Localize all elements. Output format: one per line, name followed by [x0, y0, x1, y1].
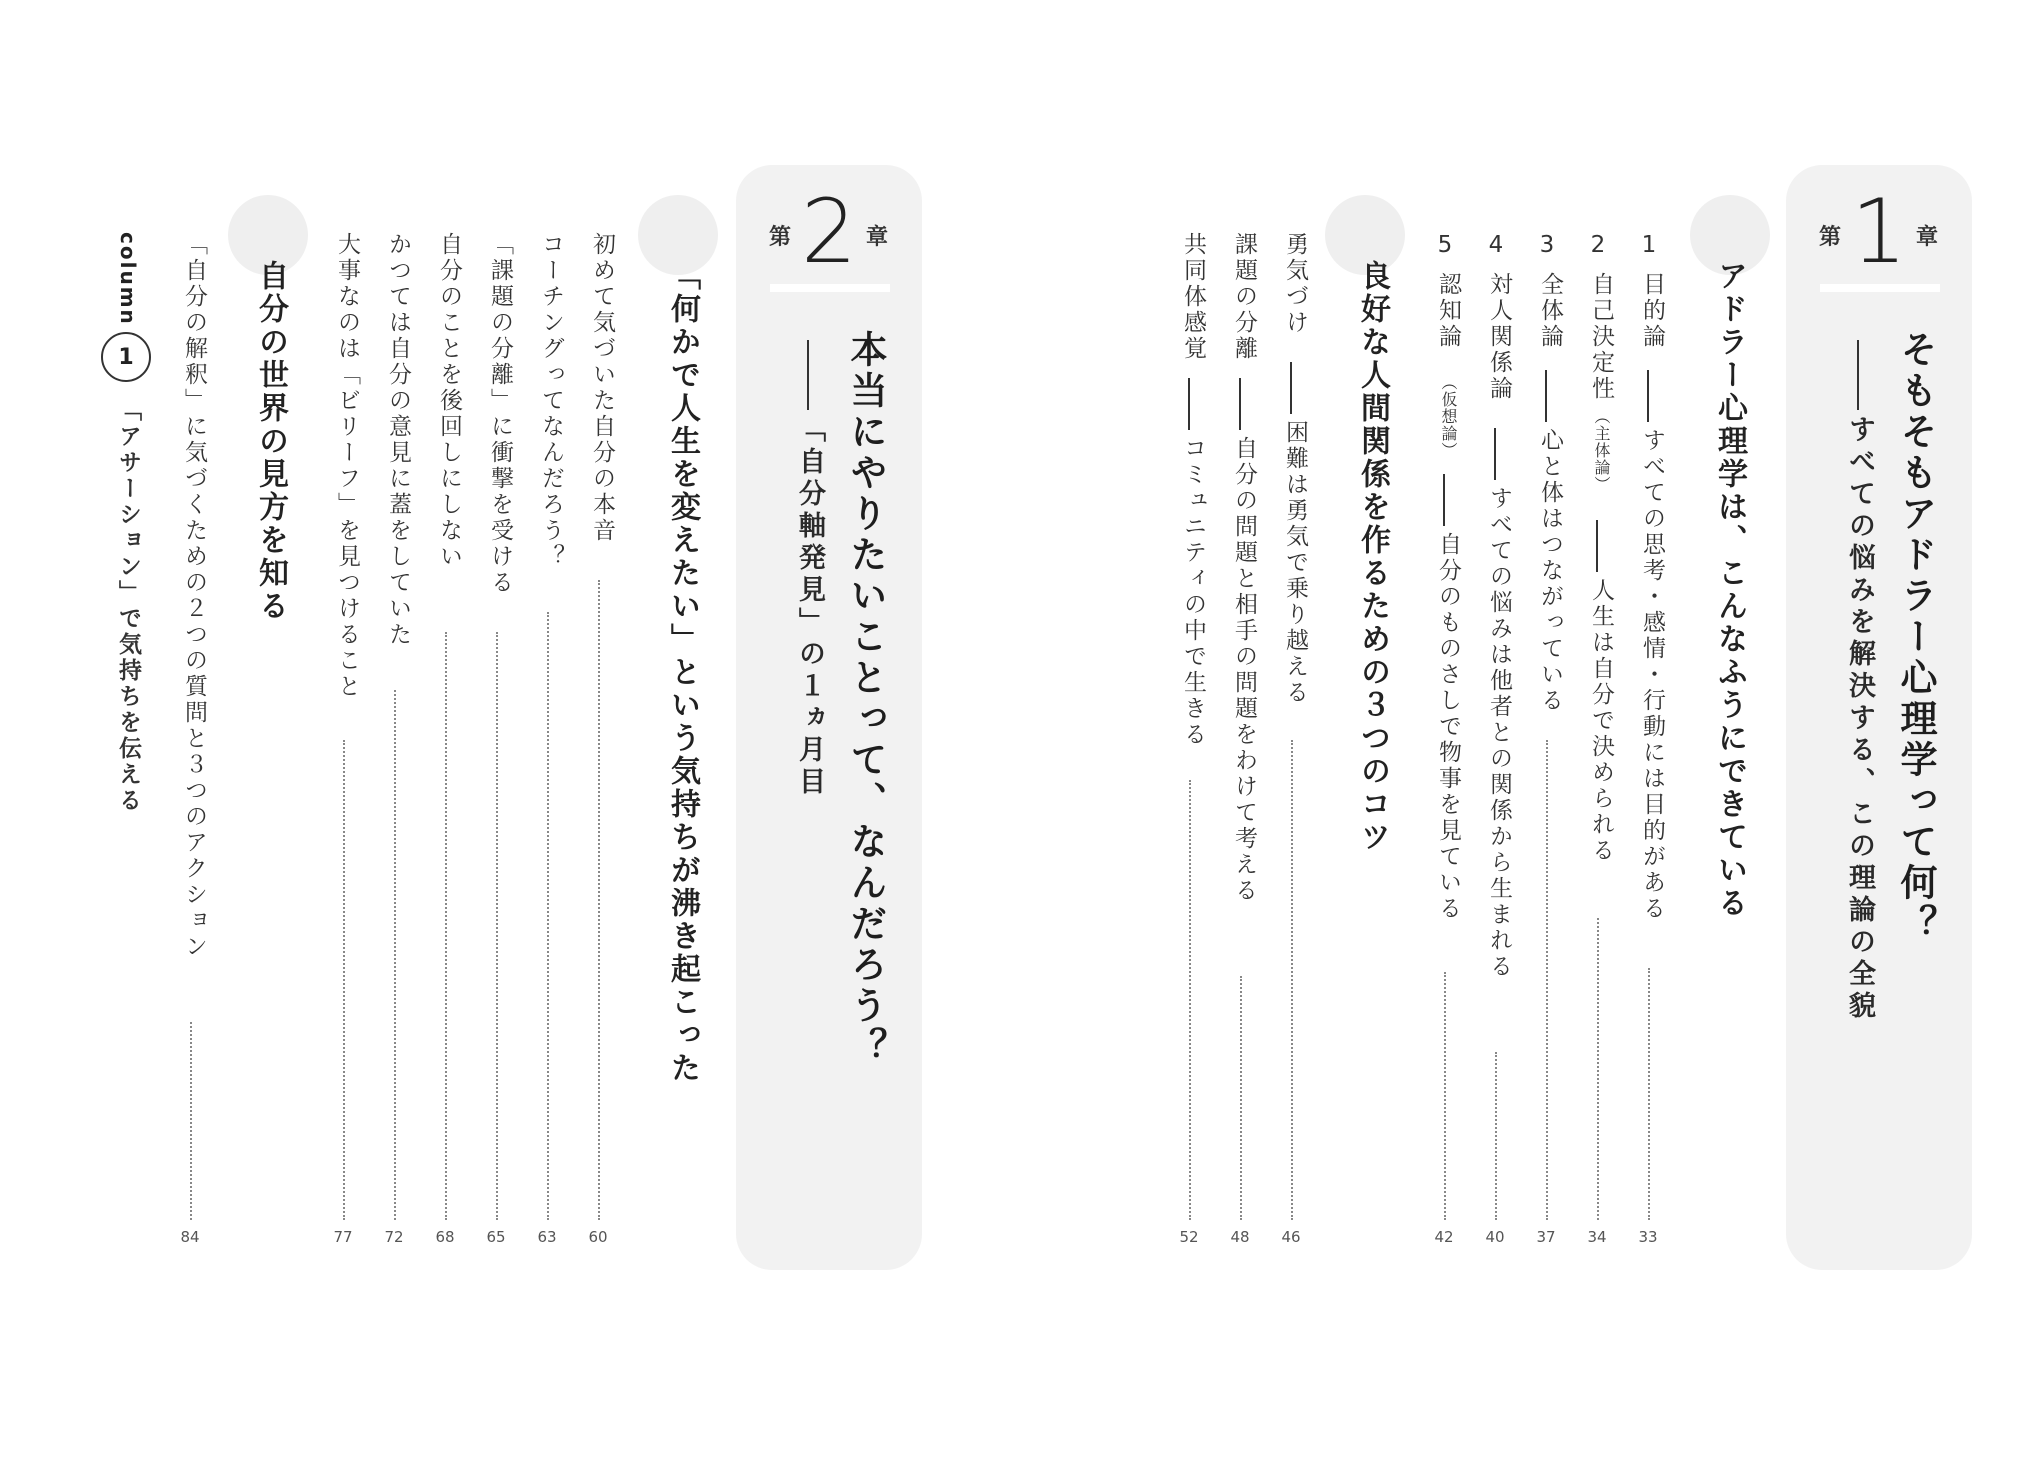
toc-item-1-desc[interactable]: すべての思考・感情・行動には目的がある [1639, 428, 1665, 922]
chapter1-panel [1786, 165, 1972, 1270]
toc-item-2-dash [1596, 520, 1598, 572]
toc-item-4-leader [1495, 1052, 1497, 1220]
toc-item-15-title[interactable]: 「自分の解釈」に気づくための２つの質問と３つのアクション [181, 232, 207, 960]
toc-item-15-page[interactable]: 84 [180, 1228, 200, 1246]
toc-item-11-title[interactable]: 「課題の分離」に衝撃を受ける [487, 232, 513, 596]
toc-item-8-desc[interactable]: コミュニティの中で生きる [1180, 436, 1206, 748]
chapter2-number: 2 [801, 180, 857, 283]
toc-item-10-title[interactable]: コーチングってなんだろう？ [538, 232, 564, 570]
chapter2-divider [770, 284, 890, 292]
chapter1-subtitle: すべての悩みを解決する、この理論の全貌 [1844, 415, 1875, 1023]
toc-item-14-leader [343, 740, 345, 1220]
toc-item-9-leader [598, 580, 600, 1220]
section2-heading[interactable]: 良好な人間関係を作るための３つのコツ [1355, 260, 1390, 854]
toc-item-14-page[interactable]: 77 [333, 1228, 353, 1246]
toc-item-3-desc[interactable]: 心と体はつながっている [1537, 428, 1563, 714]
chapter1-title: そもそもアドラー心理学って何？ [1894, 330, 1937, 945]
toc-item-8-leader [1189, 780, 1191, 1220]
toc-item-4-desc[interactable]: すべての悩みは他者との関係から生まれる [1486, 486, 1512, 980]
toc-item-3-number[interactable]: 3 [1534, 232, 1560, 261]
toc-item-2-leader [1597, 918, 1599, 1220]
chapter2-label-dai: 第 [769, 225, 792, 250]
toc-item-3-dash [1545, 370, 1547, 422]
toc-item-7-leader [1240, 976, 1242, 1220]
toc-item-7-title[interactable]: 課題の分離 [1231, 232, 1257, 362]
toc-item-2-title[interactable]: 自己決定性 [1588, 272, 1614, 402]
toc-item-10-leader [547, 612, 549, 1220]
toc-item-3-page[interactable]: 37 [1536, 1228, 1556, 1246]
column-label: column [116, 232, 140, 326]
toc-item-12-leader [445, 632, 447, 1220]
toc-item-5-page[interactable]: 42 [1434, 1228, 1454, 1246]
toc-item-7-page[interactable]: 48 [1230, 1228, 1250, 1246]
toc-item-6-desc[interactable]: 困難は勇気で乗り越える [1282, 420, 1308, 706]
toc-item-1-leader [1648, 968, 1650, 1220]
chapter1-divider [1820, 284, 1940, 292]
chapter2-label-sho: 章 [866, 225, 889, 250]
toc-item-6-page[interactable]: 46 [1281, 1228, 1301, 1246]
toc-item-5-dash [1443, 474, 1445, 526]
toc-item-4-number[interactable]: 4 [1483, 232, 1509, 261]
toc-item-6-leader [1291, 740, 1293, 1220]
toc-item-11-leader [496, 632, 498, 1220]
toc-item-6-dash [1290, 362, 1292, 414]
toc-item-13-leader [394, 690, 396, 1220]
column-number-badge: 1 [101, 332, 151, 382]
chapter2-subtitle: 「自分軸発見」の１ヵ月目 [794, 415, 825, 799]
toc-item-15-leader [190, 1022, 192, 1220]
toc-item-12-page[interactable]: 68 [435, 1228, 455, 1246]
toc-item-10-page[interactable]: 63 [537, 1228, 557, 1246]
section3-heading[interactable]: 「何かで人生を変えたい」という気持ちが沸き起こった [665, 260, 700, 1085]
toc-item-5-title[interactable]: 認知論 [1435, 272, 1461, 350]
toc-item-8-title[interactable]: 共同体感覚 [1180, 232, 1206, 362]
toc-item-9-title[interactable]: 初めて気づいた自分の本音 [589, 232, 615, 544]
toc-item-11-page[interactable]: 65 [486, 1228, 506, 1246]
toc-item-1-page[interactable]: 33 [1638, 1228, 1658, 1246]
toc-item-7-desc[interactable]: 自分の問題と相手の問題をわけて考える [1231, 436, 1257, 904]
toc-item-5-number[interactable]: 5 [1432, 232, 1458, 261]
toc-item-8-dash [1188, 378, 1190, 430]
toc-item-2-page[interactable]: 34 [1587, 1228, 1607, 1246]
toc-item-4-page[interactable]: 40 [1485, 1228, 1505, 1246]
chapter1-number: 1 [1851, 180, 1907, 283]
toc-item-4-title[interactable]: 対人関係論 [1486, 272, 1512, 402]
toc-item-5-note[interactable]: （仮想論） [1439, 374, 1458, 459]
toc-item-7-dash [1239, 378, 1241, 430]
column-title[interactable]: 「アサーション」で気持ちを伝える [115, 398, 141, 814]
chapter2-panel [736, 165, 922, 1270]
toc-item-6-title[interactable]: 勇気づけ [1282, 232, 1308, 336]
toc-item-1-number[interactable]: 1 [1636, 232, 1662, 261]
chapter2-subtitle-dash [807, 340, 809, 410]
toc-item-9-page[interactable]: 60 [588, 1228, 608, 1246]
chapter1-label-sho: 章 [1916, 225, 1939, 250]
toc-item-8-page[interactable]: 52 [1179, 1228, 1199, 1246]
section1-heading[interactable]: アドラー心理学は、こんなふうにできている [1712, 260, 1747, 920]
chapter1-subtitle-dash [1857, 340, 1859, 410]
toc-item-5-desc[interactable]: 自分のものさしで物事を見ている [1435, 532, 1461, 922]
toc-item-2-number[interactable]: 2 [1585, 232, 1611, 261]
toc-item-1-title[interactable]: 目的論 [1639, 272, 1665, 350]
toc-item-2-note[interactable]: （主体論） [1592, 408, 1611, 493]
toc-item-1-dash [1647, 370, 1649, 422]
toc-item-3-leader [1546, 740, 1548, 1220]
toc-item-5-leader [1444, 972, 1446, 1220]
toc-item-3-title[interactable]: 全体論 [1537, 272, 1563, 350]
toc-item-4-dash [1494, 428, 1496, 480]
chapter2-title: 本当にやりたいことって、なんだろう？ [844, 330, 887, 1068]
toc-item-12-title[interactable]: 自分のことを後回しにしない [436, 232, 462, 570]
chapter1-label-dai: 第 [1819, 225, 1842, 250]
toc-item-13-title[interactable]: かつては自分の意見に蓋をしていた [385, 232, 411, 648]
toc-item-13-page[interactable]: 72 [384, 1228, 404, 1246]
toc-item-2-desc[interactable]: 人生は自分で決められる [1588, 578, 1614, 864]
section4-heading[interactable]: 自分の世界の見方を知る [253, 260, 288, 623]
toc-item-14-title[interactable]: 大事なのは「ビリーフ」を見つけること [334, 232, 360, 700]
